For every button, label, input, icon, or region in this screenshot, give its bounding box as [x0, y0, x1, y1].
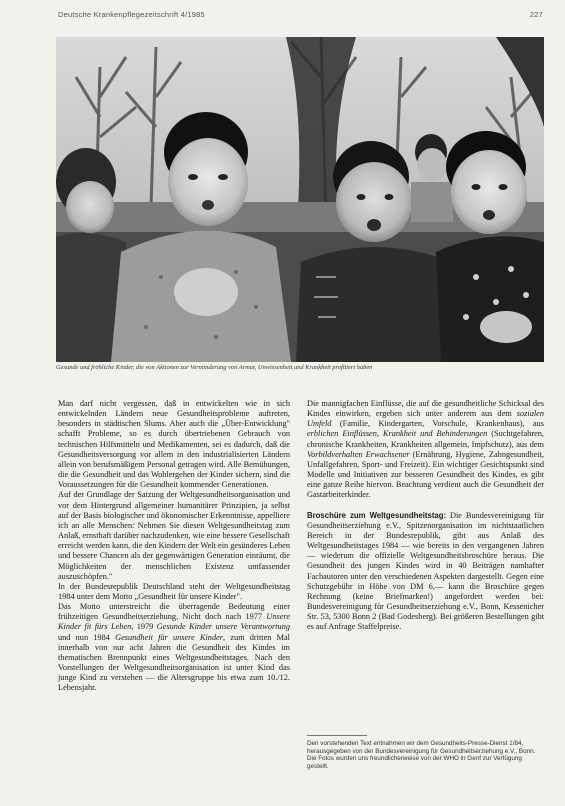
right-column	[307, 399, 544, 632]
text-run: (Ernährung, Hygiene, Zahngesundheit, Unfallgefahren, Sport- und Freizeit). Ein wichtiger Gesichtspunkt sind Modelle und Initiativen zur besseren Gesundheit des Kindes, es gibt eine ganze Reihe hiervon. Beachtung verdient auch die Gesundheit der Gastarbeiterkinder.	[307, 449, 544, 500]
right-paragraph-1	[307, 399, 544, 501]
page-number: 227	[529, 10, 543, 19]
footnote: Den vorstehenden Text entnahmen wir dem Gesundheits-Presse-Dienst 1/84, herausgegeben von der Bundesvereinigung für Gesundheitserziehung e.V., Bonn. Die Fotos wurden uns freundlicherweise von der WHO in Genf zur Verfügung gestellt.	[307, 740, 536, 770]
motto-1979: Gesunde Kinder unsere Verantwortung	[156, 622, 290, 632]
emphasis-social: sozialen Umfeld	[307, 409, 544, 429]
left-paragraph-1: Man darf nicht vergessen, daß in entwickelten wie in sich entwickelnden Ländern neue Gesundheitsprobleme auftreten, besonders in städtischen Slums. Aber auch die „Über-Entwicklung" schafft Probleme, so es durch übertriebenen Gebrauch von technischen Hilfsmitteln und Medikamenten, sei es dadurch, daß die Gesundheitsversorgung vor allem in den industrialisierten Ländern allein von berufsmäßigem Personal getragen wird. Alle Bemühungen, die die Gesundheit und das Wohlergehen der Kinder sichern, sind die Voraussetzungen für die Gesundheit kommender Generationen.	[58, 399, 290, 490]
motto-1984: Gesundheit für unsere Kinder	[115, 632, 224, 642]
children-photo	[56, 37, 544, 362]
footnote-rule	[307, 735, 367, 736]
text-run: Das Motto unterstreicht die überragende Bedeutung einer frühzeitigen Gesundheitserziehung. Nicht doch nach 1977	[58, 602, 290, 622]
photo-caption: Gesunde und fröhliche Kinder, die von Aktionen zur Verminderung von Armut, Unwissenheit und Krankheit profitiert haben	[56, 364, 373, 371]
text-run: , 1979	[131, 622, 157, 632]
text-run: und nun 1984	[58, 632, 116, 642]
emphasis-heredity: erblichen Einflüssen, Krankheit und Behinderungen	[307, 429, 488, 439]
text-run: (Suchtgefahren, chronische Krankheiten, Krankheiten allgemein, Impfschutz), aus dem	[307, 429, 544, 449]
left-paragraph-3: In der Bundesrepublik Deutschland steht der Weltgesundheitstag 1984 unter dem Motto „Gesundheit für unsere Kinder".	[58, 581, 290, 601]
emphasis-role-model: Vorbildverhalten Erwachsener	[307, 449, 410, 459]
brochure-heading: Broschüre zum Weltgesundheitstag:	[307, 510, 447, 520]
left-paragraph-2: Auf der Grundlage der Satzung der Weltgesundheitsorganisation und vor dem Hintergrund allgemeiner humanitärer Prinzipien, ja selbst auf der Basis biologischer und ökonomischer Erkenntnisse, appelliere ich an alle Menschen: Nehmen Sie diesen Weltgesundheitstag zum Anlaß, ernsthaft darüber nachzudenken, wie eine bessere Gesellschaft erreicht werden kann, die den Kindern der Welt ein gesünderes Leben und bessere Chancen als der gegenwärtigen Generation einräumt, die Möglichkeiten der menschlichen Existenz umfassender auszuschöpfen."	[58, 490, 290, 581]
brochure-paragraph	[307, 511, 544, 633]
running-header	[58, 10, 543, 24]
photo-illustration	[56, 37, 544, 362]
text-run: Die mannigfachen Einflüsse, die auf die gesundheitliche Schicksal des Kindes einwirken, ergeben sich unter anderem aus dem	[307, 399, 544, 419]
text-run: (Familie, Kindergarten, Vorschule, Krankenhaus), aus	[331, 419, 544, 429]
left-column	[58, 399, 290, 694]
left-paragraph-4	[58, 602, 290, 693]
brochure-body: Die Bundesvereinigung für Gesundheitserziehung e.V., Spitzenorganisation im nichtstaatlichen Bereich in der Bundesrepublik, gibt aus Anlaß des Weltgesundheitstages 1984 — wie bereits in den vergangenen Jahren — wiederum die offizielle Weltgesundheitsbroschüre heraus. Die Gesundheit des jungen Kindes wird in 40 Beiträgen namhafter Fachautoren unter den verschiedenen Aspekten dargestellt. Gegen eine Schutzgebühr in Höhe von DM 6,— kann die Broschüre gegen Rechnung (keine Briefmarken!) angefordert werden bei: Bundesvereinigung für Gesundheitserziehung e.V., Bonn, Kessenicher Str. 53, 5300 Bonn 2 (Bad Godesberg). Bei größeren Bestellungen gibt es auf Anfrage Staffelpreise.	[307, 510, 544, 632]
motto-1977: Unsere Kinder fit fürs Leben	[58, 612, 290, 632]
journal-title: Deutsche Krankenpflegezeitschrift 4/1985	[58, 10, 205, 19]
text-run: , zum dritten Mal innerhalb von nur acht Jahren die Gesundheit des Kindes im thematischen Brennpunkt eines Weltgesundheitstages. Nach den Vorstellungen der Weltgesundheitsorganisation ist unter Kind das junge Kind zu verstehen — die Altersgruppe bis etwa zum 10./12. Lebensjahr.	[58, 632, 290, 693]
